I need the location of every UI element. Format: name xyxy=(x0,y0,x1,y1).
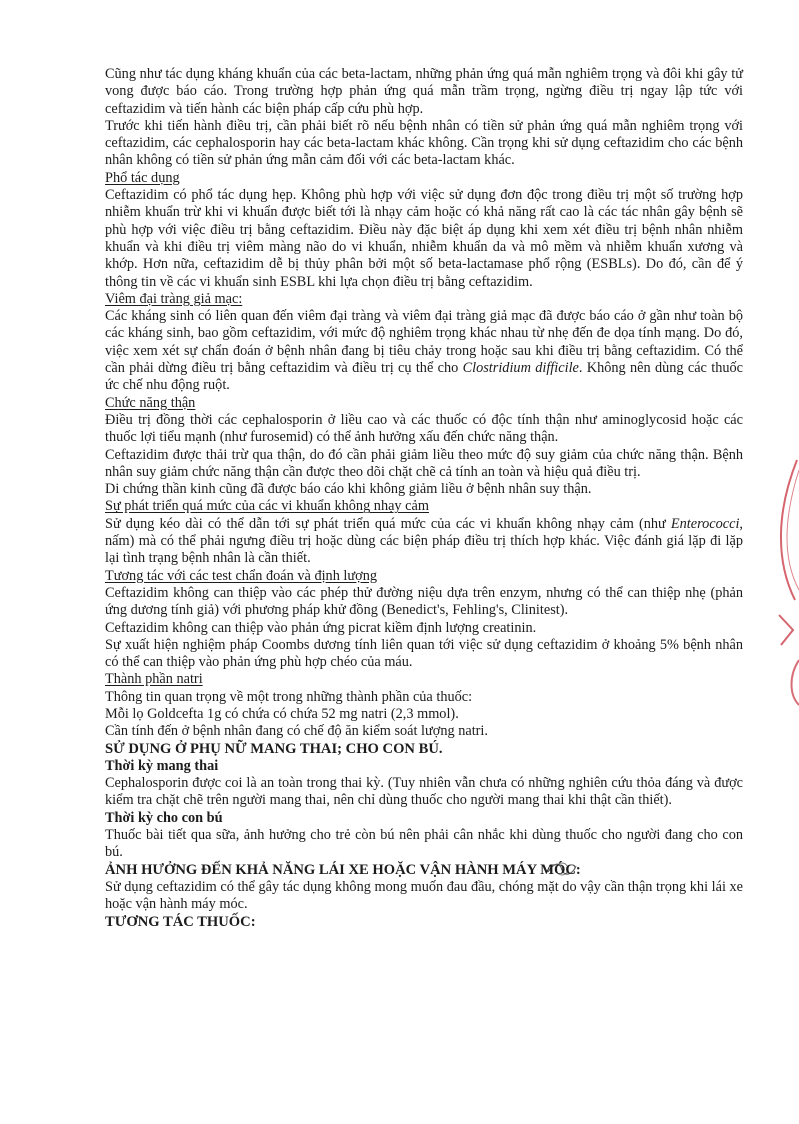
overgrowth-paragraph: Sử dụng kéo dài có thể dẫn tới sự phát triển quá mức của các vi khuẩn không nhạy cảm (như Enterococci, nấm) mà có thể phải ngưng điều trị hoặc dùng các biện pháp điều trị thích hợp khác. Việc đánh giá lặp đi lặp lại tình trạng bệnh nhân là cần thiết. xyxy=(105,515,743,567)
sodium-paragraph-1: Thông tin quan trọng về một trong những thành phần của thuốc: xyxy=(105,688,473,705)
stamp-fragment xyxy=(769,450,799,750)
document-page xyxy=(105,66,743,931)
lactation-paragraph: Thuốc bài tiết qua sữa, ảnh hưởng cho trẻ còn bú nên phải cân nhắc khi dùng thuốc cho người đang cho con bú. xyxy=(105,827,743,861)
sodium-paragraph-3: Cần tính đến ở bệnh nhân đang có chế độ ăn kiểm soát lượng natri. xyxy=(105,723,488,740)
renal-paragraph-3: Di chứng thần kinh cũng đã được báo cáo khi không giảm liều ở bệnh nhân suy thận. xyxy=(105,481,592,498)
handwritten-mark xyxy=(546,860,582,878)
pregnancy-subheading: Thời kỳ mang thai xyxy=(105,757,219,774)
enterococci-term: Enterococci xyxy=(670,515,740,532)
spectrum-paragraph: Ceftazidim có phổ tác dụng hẹp. Không phù hợp với việc sử dụng đơn độc trong điều trị một số trường hợp nhiễm khuẩn trừ khi vi khuẩn được biết tới là nhạy cảm hoặc có khả năng rất cao là các tác nhân gây bệnh sẽ phù hợp với việc điều trị bằng ceftazidim. Điều này đặc biệt áp dụng khi xem xét điều trị bệnh nhân nhiễm khuẩn và khi điều trị viêm màng não do vi khuẩn, nhiễm khuẩn da và mô mềm và nhiễm khuẩn xương và khớp. Hơn nữa, ceftazidim dễ bị thủy phân bởi một số beta-lactamase phổ rộng (ESBLs). Do đó, cần để ý thông tin về các vi khuẩn sinh ESBL khi lựa chọn điều trị bằng ceftazidim. xyxy=(105,187,743,290)
tests-heading: Tương tác với các test chẩn đoán và định lượng xyxy=(105,567,378,584)
clostridium-term: Clostridium difficile xyxy=(462,360,579,377)
driving-paragraph: Sử dụng ceftazidim có thể gây tác dụng không mong muốn đau đầu, chóng mặt do vậy cần thận trọng khi lái xe hoặc vận hành máy móc. xyxy=(105,878,743,913)
colitis-paragraph: Các kháng sinh có liên quan đến viêm đại tràng và viêm đại tràng giả mạc đã được báo cáo ở gần như toàn bộ các kháng sinh, bao gồm ceftazidim, với mức độ nghiêm trọng khác nhau từ nhẹ đến đe dọa tính mạng. Do đó, việc xem xét sự chẩn đoán ở bệnh nhân đang bị tiêu chảy trong hoặc sau khi điều trị bằng ceftazidim. Có thể cần phải dừng điều trị bằng ceftazidim và điều trị cụ thể cho Clostridium difficile. Không nên dùng các thuốc ức chế nhu động ruột. xyxy=(105,308,743,394)
tests-paragraph-2: Ceftazidim không can thiệp vào phản ứng picrat kiềm định lượng creatinin. xyxy=(105,619,537,636)
sodium-paragraph-2: Mỗi lọ Goldcefta 1g có chứa có chứa 52 mg natri (2,3 mmol). xyxy=(105,705,459,722)
renal-heading: Chức năng thận xyxy=(105,394,196,411)
hypersensitivity-paragraph: Cũng như tác dụng kháng khuẩn của các beta-lactam, những phản ứng quá mẫn nghiêm trọng và đôi khi gây tử vong được báo cáo. Trong trường hợp phản ứng quá mẫn trầm trọng, ngừng điều trị ngay lập tức với ceftazidim và tiến hành các biện pháp cấp cứu phù hợp. xyxy=(105,66,743,117)
overgrowth-heading: Sự phát triển quá mức của các vi khuẩn không nhạy cảm xyxy=(105,498,429,515)
tests-paragraph-3: Sự xuất hiện nghiệm pháp Coombs dương tính liên quan tới việc sử dụng ceftazidim ở khoảng 5% bệnh nhân có thể can thiệp vào phản ứng phù hợp chéo của máu. xyxy=(105,636,743,671)
driving-heading: ẢNH HƯỞNG ĐẾN KHẢ NĂNG LÁI XE HOẶC VẬN HÀNH MÁY MÓC: xyxy=(105,861,581,878)
hypersensitivity-history-paragraph: Trước khi tiến hành điều trị, cần phải biết rõ nếu bệnh nhân có tiền sử phản ứng quá mẫn nghiêm trọng với ceftazidim, các cephalosporin hay các beta-lactam khác không. Cần trọng khi sử dụng ceftazidim cho các bệnh nhân không có tiền sử phản ứng mẫn cảm đối với các beta-lactam khác. xyxy=(105,117,743,169)
colitis-heading: Viêm đại tràng giả mạc: xyxy=(105,290,243,307)
pregnancy-paragraph: Cephalosporin được coi là an toàn trong thai kỳ. (Tuy nhiên vẫn chưa có những nghiên cứu thỏa đáng và được kiểm tra chặt chẽ trên người mang thai, nên chỉ dùng thuốc cho người mang thai khi thật cần thiết). xyxy=(105,775,743,809)
sodium-heading: Thành phần natri xyxy=(105,671,203,688)
renal-paragraph-1: Điều trị đồng thời các cephalosporin ở liều cao và các thuốc có độc tính thận như aminoglycosid hoặc các thuốc lợi tiểu mạnh (như furosemid) có thể ảnh hưởng xấu đến chức năng thận. xyxy=(105,411,743,446)
pregnancy-heading: SỬ DỤNG Ở PHỤ NỮ MANG THAI; CHO CON BÚ. xyxy=(105,740,443,757)
interactions-heading: TƯƠNG TÁC THUỐC: xyxy=(105,913,256,930)
lactation-subheading: Thời kỳ cho con bú xyxy=(105,809,223,826)
renal-paragraph-2: Ceftazidim được thải trừ qua thận, do đó cần phải giảm liều theo mức độ suy giảm của chức năng thận. Bệnh nhân suy giảm chức năng thận cần được theo dõi chặt chẽ cả tính an toàn và hiệu quả điều trị. xyxy=(105,446,743,480)
tests-paragraph-1: Ceftazidim không can thiệp vào các phép thử đường niệu dựa trên enzym, nhưng có thể can thiệp nhẹ (phản ứng dương tính giả) với phương pháp khử đồng (Benedict's, Fehling's, Clinitest). xyxy=(105,584,743,619)
spectrum-heading: Phổ tác dụng xyxy=(105,169,180,186)
